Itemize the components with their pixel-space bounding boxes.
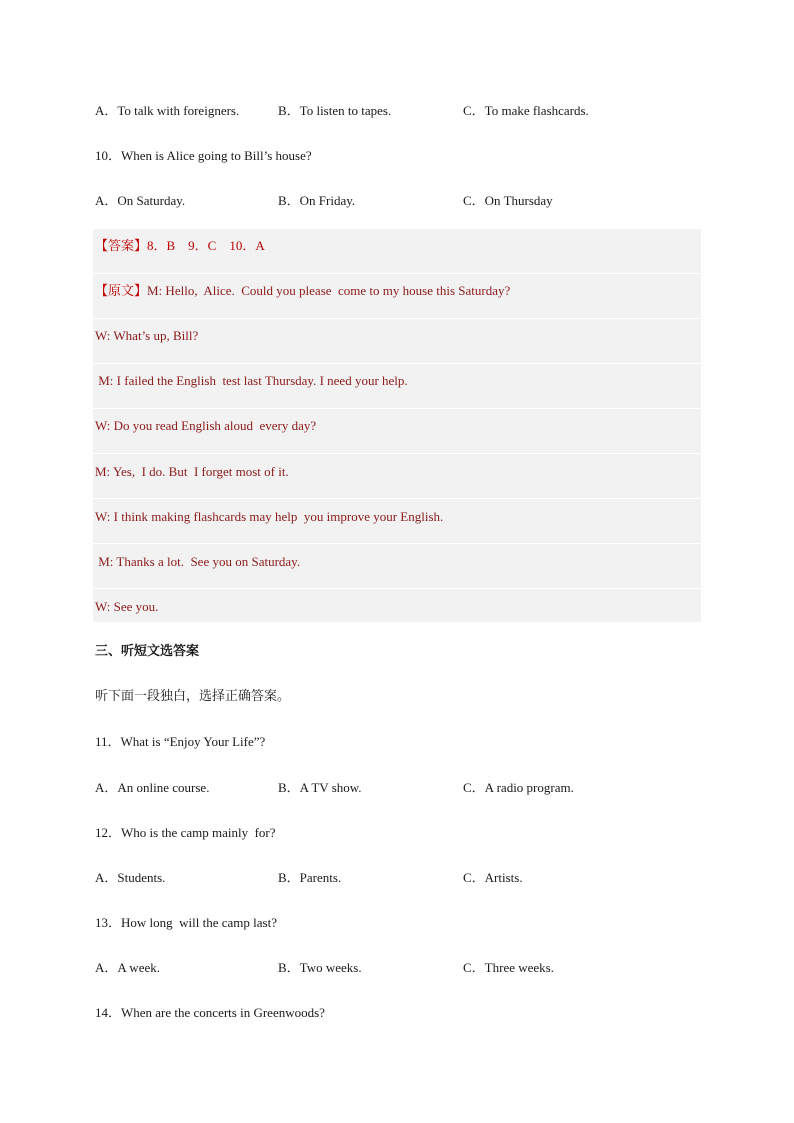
q9-option-a: A．To talk with foreigners.	[95, 103, 240, 118]
answer-tag: 【答案】	[95, 239, 148, 254]
transcript-line: M: Thanks a lot. See you on Saturday.	[95, 554, 301, 569]
q13-question: 13．How long will the camp last?	[95, 915, 277, 930]
q10-question: 10．When is Alice going to Bill’s house?	[95, 148, 312, 163]
q12-option-b: B．Parents.	[278, 870, 342, 885]
q10-option-b: B．On Friday.	[278, 193, 356, 208]
q9-option-c: C．To make flashcards.	[463, 103, 589, 118]
transcript-line: M: I failed the English test last Thursday. I need your help.	[95, 373, 408, 388]
answer-divider	[93, 363, 701, 364]
q13-options	[95, 960, 701, 976]
q13-option-a: A．A week.	[95, 960, 160, 975]
answer-divider	[93, 588, 701, 589]
transcript-line: W: See you.	[95, 599, 159, 614]
q11-option-b: B．A TV show.	[278, 780, 362, 795]
transcript-line: W: I think making flashcards may help you improve your English.	[95, 509, 444, 524]
answer-divider	[93, 318, 701, 319]
transcript-line: W: Do you read English aloud every day?	[95, 418, 317, 433]
answer-divider	[93, 408, 701, 409]
transcript-first-line	[95, 283, 510, 300]
q12-option-c: C．Artists.	[463, 870, 523, 885]
q11-question: 11．What is “Enjoy Your Life”?	[95, 734, 266, 749]
q10-option-c: C．On Thursday	[463, 193, 553, 208]
q12-question: 12．Who is the camp mainly for?	[95, 825, 276, 840]
q9-options	[95, 103, 701, 119]
transcript-line: M: Yes, I do. But I forget most of it.	[95, 464, 289, 479]
q12-options	[95, 870, 701, 886]
answer-divider	[93, 453, 701, 454]
q13-option-c: C．Three weeks.	[463, 960, 554, 975]
q10-options	[95, 193, 701, 209]
q10-option-a: A．On Saturday.	[95, 193, 186, 208]
q12-option-a: A．Students.	[95, 870, 166, 885]
q14-question: 14．When are the concerts in Greenwoods?	[95, 1005, 325, 1020]
transcript-text: M: Hello, Alice. Could you please come to my house this Saturday?	[147, 283, 511, 298]
answer-key-line	[95, 238, 265, 255]
transcript-line: W: What’s up, Bill?	[95, 328, 199, 343]
q9-option-b: B．To listen to tapes.	[278, 103, 392, 118]
q11-option-c: C．A radio program.	[463, 780, 574, 795]
transcript-tag: 【原文】	[95, 284, 148, 299]
answer-text: 8．B 9．C 10．A	[147, 238, 265, 253]
q13-option-b: B．Two weeks.	[278, 960, 362, 975]
answer-divider	[93, 498, 701, 499]
section-instruction: 听下面一段独白，选择正确答案。	[95, 689, 291, 704]
section-heading: 三、听短文选答案	[95, 644, 200, 659]
answer-divider	[93, 273, 701, 274]
q11-options	[95, 780, 701, 796]
q11-option-a: A．An online course.	[95, 780, 210, 795]
answer-divider	[93, 543, 701, 544]
